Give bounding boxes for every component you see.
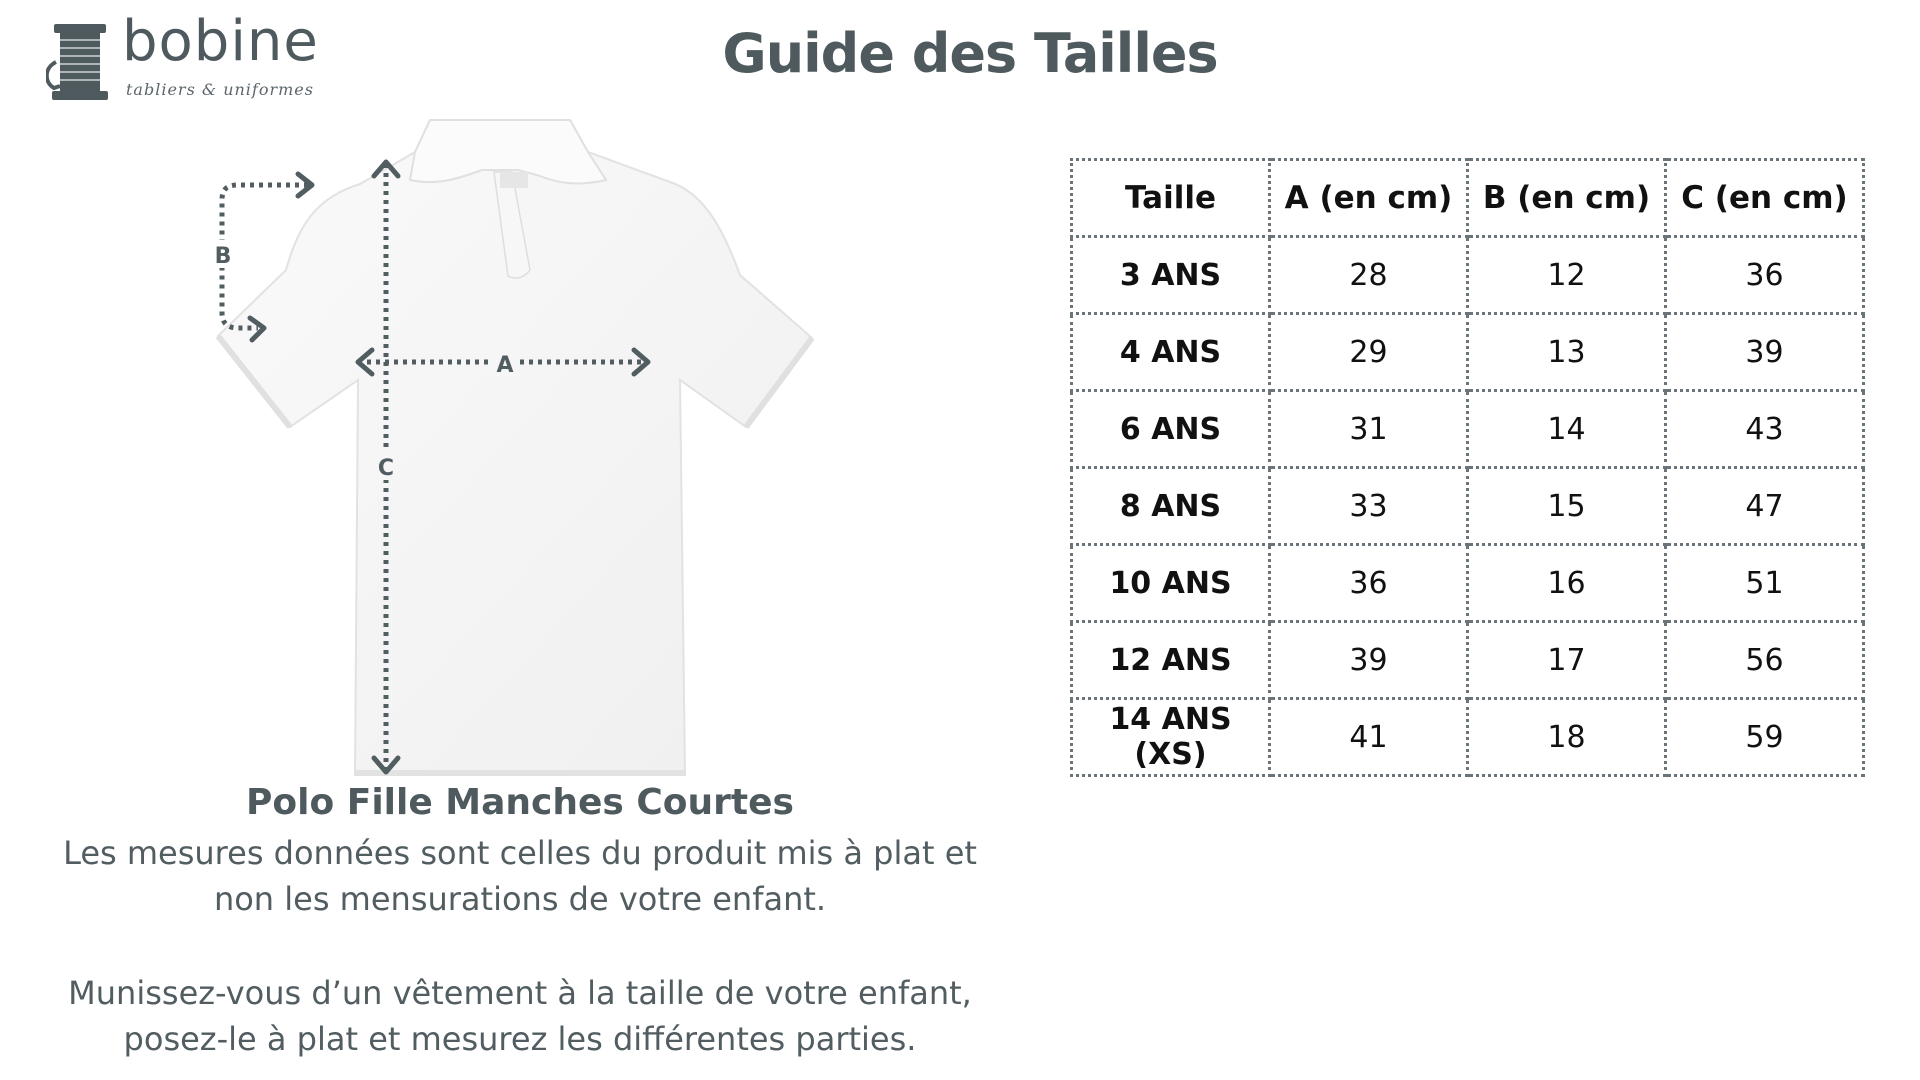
page-title: Guide des Tailles <box>722 22 1218 85</box>
value-b-cell: 16 <box>1468 545 1666 622</box>
value-b-cell: 17 <box>1468 622 1666 699</box>
polo-shirt-diagram <box>140 100 830 790</box>
table-row <box>1072 622 1864 699</box>
value-c-cell: 59 <box>1666 699 1864 776</box>
table-row <box>1072 699 1864 776</box>
instruction-note-line-2: posez-le à plat et mesurez les différentes parties. <box>123 1020 917 1058</box>
table-row <box>1072 237 1864 314</box>
size-cell: 3 ANS <box>1072 237 1270 314</box>
value-a-cell: 39 <box>1270 622 1468 699</box>
value-a-cell: 29 <box>1270 314 1468 391</box>
value-c-cell: 39 <box>1666 314 1864 391</box>
product-name: Polo Fille Manches Courtes <box>246 782 794 823</box>
value-c-cell: 56 <box>1666 622 1864 699</box>
value-b-cell: 13 <box>1468 314 1666 391</box>
value-b-cell: 15 <box>1468 468 1666 545</box>
size-chart-table <box>1070 158 1865 777</box>
size-cell: 14 ANS (XS) <box>1072 699 1270 776</box>
label-b: B <box>214 244 232 269</box>
table-row <box>1072 391 1864 468</box>
polo-shirt-shape <box>218 120 812 775</box>
size-cell: 12 ANS <box>1072 622 1270 699</box>
size-cell: 10 ANS <box>1072 545 1270 622</box>
value-a-cell: 28 <box>1270 237 1468 314</box>
size-cell: 8 ANS <box>1072 468 1270 545</box>
value-a-cell: 33 <box>1270 468 1468 545</box>
instruction-note-line-1: Munissez-vous d’un vêtement à la taille de votre enfant, <box>68 974 972 1012</box>
size-cell: 6 ANS <box>1072 391 1270 468</box>
value-b-cell: 14 <box>1468 391 1666 468</box>
label-a: A <box>496 353 514 378</box>
brand-name: bobine <box>122 9 319 74</box>
value-c-cell: 47 <box>1666 468 1864 545</box>
value-b-cell: 18 <box>1468 699 1666 776</box>
measurement-note <box>20 830 1020 922</box>
size-cell: 4 ANS <box>1072 314 1270 391</box>
table-header-row <box>1072 160 1864 237</box>
value-a-cell: 41 <box>1270 699 1468 776</box>
header-a: A (en cm) <box>1270 160 1468 237</box>
value-b-cell: 12 <box>1468 237 1666 314</box>
measurement-note-line-1: Les mesures données sont celles du produit mis à plat et <box>63 834 977 872</box>
header-taille: Taille <box>1072 160 1270 237</box>
table-row <box>1072 468 1864 545</box>
value-a-cell: 31 <box>1270 391 1468 468</box>
measurement-note-line-2: non les mensurations de votre enfant. <box>213 880 827 918</box>
value-c-cell: 51 <box>1666 545 1864 622</box>
polo-illustration <box>140 100 830 790</box>
value-c-cell: 36 <box>1666 237 1864 314</box>
table-row <box>1072 545 1864 622</box>
brand-tagline: tabliers & uniformes <box>126 80 314 99</box>
value-c-cell: 43 <box>1666 391 1864 468</box>
instruction-note <box>20 970 1020 1062</box>
label-c: C <box>377 456 395 481</box>
header-c: C (en cm) <box>1666 160 1864 237</box>
header-b: B (en cm) <box>1468 160 1666 237</box>
value-a-cell: 36 <box>1270 545 1468 622</box>
table-row <box>1072 314 1864 391</box>
